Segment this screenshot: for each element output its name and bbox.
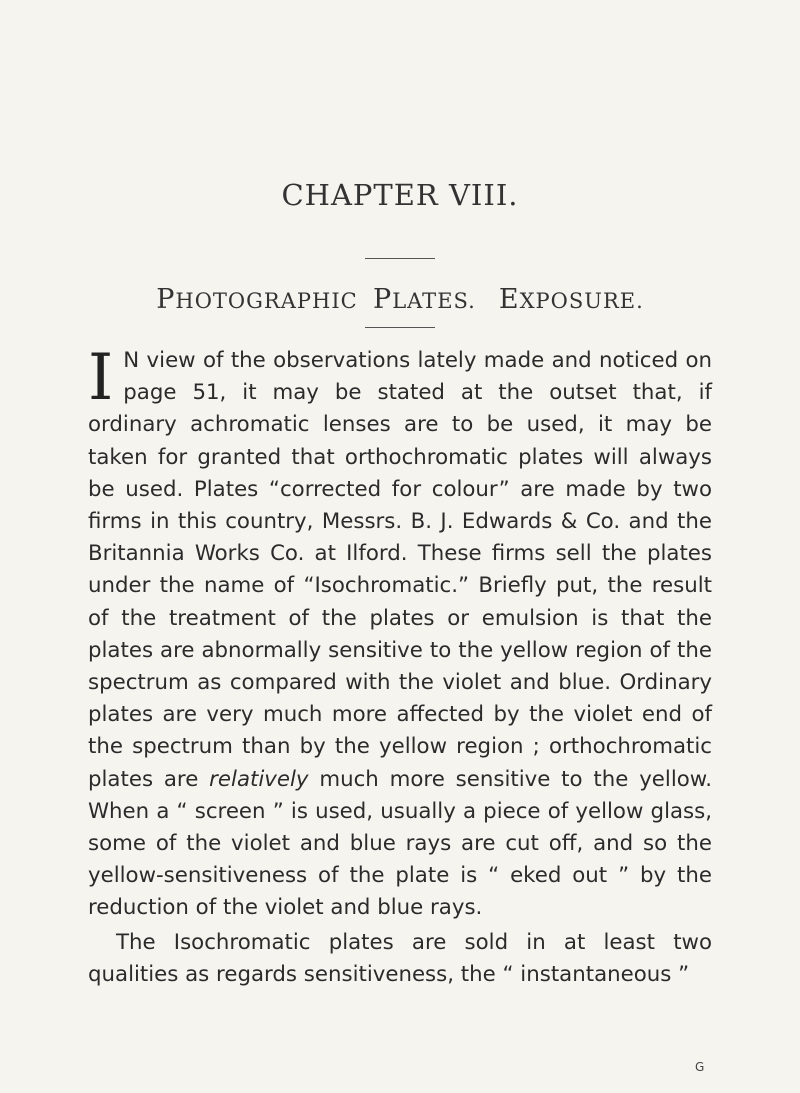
body-text: [88, 341, 712, 991]
title-word2-rest: LATES.: [392, 289, 476, 313]
paragraph-1-italic: relatively: [209, 766, 309, 792]
paragraph-2: The Isochromatic plates are sold in at least two qualities as regards sensitiveness, the “ instantaneous ”: [88, 929, 712, 987]
paragraph-1-text-a: IN view of the observations lately made and noticed on page 51, it may be stated at the outset that, if ordinary achromatic lenses are to be used, it may be taken for granted that orthochromatic plates will always be used. Plates “corrected for colour” are made by two firms in this country, Messrs. B. J. Edwards & Co. and the Britannia Works Co. at Ilford. These firms sell the plates under the name of “Isochromatic.” Briefly put, the result of the treatment of the plates or emulsion is that the plates are abnormally sensitive to the yellow region of the spectrum as compared with the violet and blue. Ordinary plates are very much more affected by the violet end of the spectrum than by the yellow region ; orthochromatic plates are: [88, 341, 712, 792]
divider-rule-bottom: [365, 327, 435, 328]
title-word1-rest: HOTOGRAPHIC: [175, 289, 358, 313]
paragraph-1-text-b: much more sensitive to the yellow. When a “ screen ” is used, usually a piece of yellow glass, some of the violet and blue rays are cut off, and so the yellow-sensitiveness of the plate is “ eked out ” by the reduction of the violet and blue rays.: [88, 766, 712, 921]
title-word1-cap: P: [156, 284, 176, 315]
title-word3-cap: E: [498, 284, 520, 315]
divider-rule-top: [365, 258, 435, 259]
section-title: [0, 284, 800, 315]
title-word3-rest: XPOSURE.: [519, 289, 644, 313]
paragraph-1: [88, 341, 712, 925]
chapter-heading: CHAPTER VIII.: [281, 178, 519, 212]
signature-mark: G: [695, 1060, 705, 1074]
title-word2-cap: P: [373, 284, 393, 315]
